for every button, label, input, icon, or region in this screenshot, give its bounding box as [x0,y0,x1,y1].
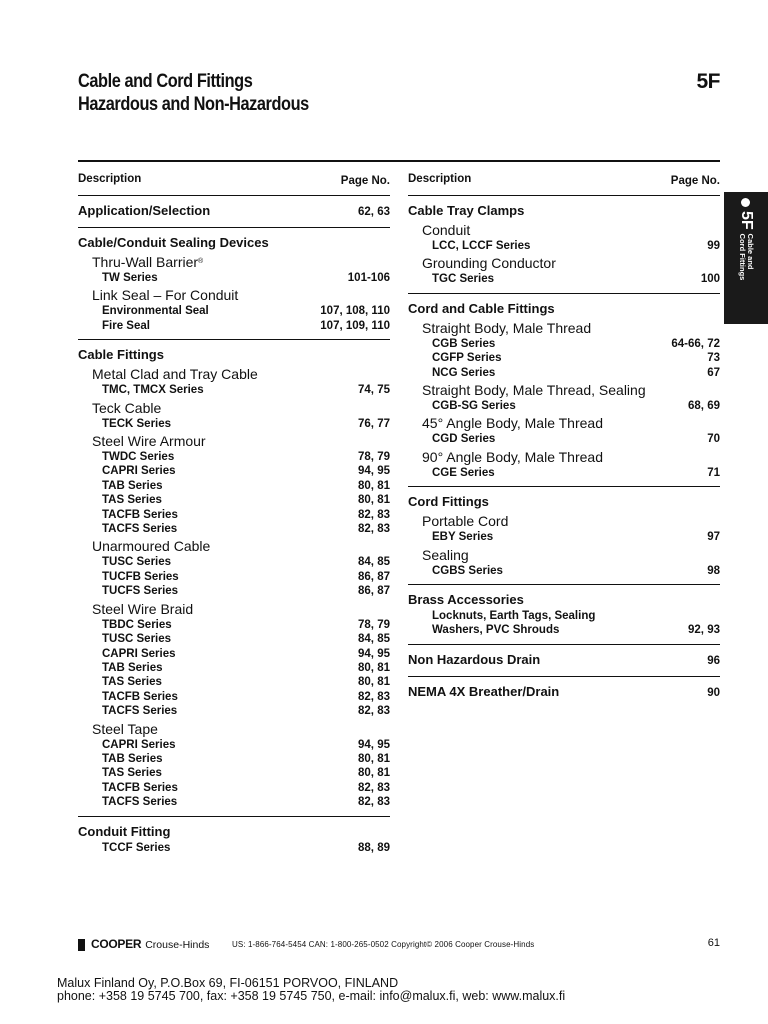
distributor-line-1: Malux Finland Oy, P.O.Box 69, FI-06151 PORVOO, FINLAND [57,976,399,990]
tab-label-line-2: Cord Fittings [738,233,747,281]
description-label: Description [408,172,472,185]
subheading [78,720,390,738]
section-heading[interactable] [78,823,390,841]
tab-dot-icon [742,198,751,207]
toc-section [78,817,390,861]
series-page: 82, 83 [358,781,390,794]
toc-section [408,487,720,585]
series-label: CGD Series [432,433,496,446]
section-heading[interactable] [408,683,720,702]
subheading-label: Sealing [422,546,469,563]
subheading [78,365,390,383]
subheading-label: Conduit [422,222,471,238]
series-label: CAPRI Series [102,647,176,660]
series-page: 71 [707,466,720,479]
subheading-label: Steel Wire Braid [92,600,194,617]
series-label: NCG Series [432,366,496,379]
series-page: 98 [707,564,720,577]
subheading-label: 90° Angle Body, Male Thread [422,448,603,465]
tab-label-line-1: Cable and [746,233,755,270]
series-label: TWDC Series [102,451,175,464]
series-label: TECK Series [102,417,172,430]
series-page: 78, 79 [358,451,390,464]
right-column-header [408,160,720,196]
series-row[interactable] [78,618,390,632]
series-label: TCCF Series [102,841,171,854]
series-row[interactable] [78,704,390,718]
series-page: 84, 85 [358,633,390,646]
series-row[interactable] [408,609,720,638]
section-heading-label: Cable Fittings [78,347,164,363]
series-label: Locknuts, Earth Tags, Sealing Washers, PVC Shrouds [432,610,596,637]
right-column [408,160,720,708]
toc-section [408,677,720,708]
series-row[interactable] [78,271,390,285]
section-tab[interactable] [724,192,768,324]
series-label: TMC, TMCX Series [102,384,204,397]
series-page: 92, 93 [688,624,720,637]
series-page: 86, 87 [358,570,390,583]
series-page: 88, 89 [358,841,390,854]
series-page: 68, 69 [688,400,720,413]
series-row[interactable] [78,675,390,689]
series-row[interactable] [78,319,390,333]
section-heading-label: Conduit Fitting [78,823,171,839]
series-page: 107, 108, 110 [320,305,390,318]
section-heading-label: Cord Fittings [408,494,489,510]
series-label: Fire Seal [102,319,150,332]
series-row[interactable] [408,530,720,544]
footer-contact: US: 1-866-764-5454 CAN: 1-800-265-0502 Copyright© 2006 Cooper Crouse-Hinds [232,940,535,949]
series-page: 78, 79 [358,618,390,631]
section-heading[interactable] [408,202,720,220]
section-heading-label: Cable Tray Clamps [408,203,525,218]
subheading [408,512,720,530]
subheading [78,253,390,271]
series-page: 100 [700,273,720,286]
series-label: TUSC Series [102,633,172,646]
series-row[interactable] [408,466,720,480]
right-column-body [408,196,720,708]
series-page: 82, 83 [358,796,390,809]
subheading [78,600,390,618]
series-row[interactable] [408,272,720,286]
section-heading[interactable] [78,234,390,252]
series-label: TACFB Series [102,690,178,703]
series-page: 82, 83 [358,690,390,703]
toc-section [408,294,720,487]
series-label: CAPRI Series [102,738,176,751]
series-row[interactable] [78,738,390,752]
section-heading-label: Cable/Conduit Sealing Devices [78,235,269,250]
series-page: 94, 95 [358,465,390,478]
section-heading[interactable] [408,591,720,609]
series-label: TUCFS Series [102,585,179,598]
section-code: 5F [696,70,720,93]
toc-section [408,645,720,677]
subheading-label: Steel Tape [92,720,158,737]
section-heading[interactable] [78,346,390,364]
series-page: 80, 81 [358,767,390,780]
series-label: TACFS Series [102,796,178,809]
subheading-label: Metal Clad and Tray Cable [92,366,258,383]
registered-mark: ® [198,258,204,265]
series-row[interactable] [78,522,390,536]
section-heading[interactable] [408,651,720,670]
section-heading-label: Application/Selection [78,203,211,218]
subheading [78,537,390,555]
toc-section [408,196,720,294]
series-row[interactable] [408,399,720,413]
tab-code: 5F [738,211,755,230]
series-label: Environmental Seal [102,305,209,318]
title-line-1: Cable and Cord Fittings [78,71,253,92]
title-line-2: Hazardous and Non-Hazardous [78,94,309,115]
series-label: CGB Series [432,337,496,350]
series-page: 70 [707,433,720,446]
series-row[interactable] [78,304,390,318]
subheading-label: Link Seal – For Conduit [92,287,239,304]
section-heading-label: Cord and Cable Fittings [408,300,555,316]
series-row[interactable] [408,564,720,578]
section-heading[interactable] [78,202,390,221]
left-column-body [78,196,390,861]
section-heading-label: Brass Accessories [408,592,524,608]
section-heading-page: 62, 63 [358,206,390,218]
series-page: 82, 83 [358,508,390,521]
section-heading-label: NEMA 4X Breather/Drain [408,683,560,699]
series-page: 80, 81 [358,676,390,689]
series-page: 94, 95 [358,738,390,751]
subheading [408,546,720,564]
brand-strong: COOPER [91,937,142,951]
series-page: 82, 83 [358,705,390,718]
page-number: 61 [707,937,720,949]
series-row[interactable] [78,766,390,780]
series-page: 107, 109, 110 [320,319,390,332]
series-page: 67 [707,366,720,379]
toc-section [408,585,720,645]
series-page: 74, 75 [358,384,390,397]
section-heading-page: 90 [707,686,720,699]
series-page: 80, 81 [358,494,390,507]
subheading-label: Straight Body, Male Thread, Sealing [422,382,646,399]
subheading [408,414,720,432]
series-row[interactable] [78,632,390,646]
series-row[interactable] [78,508,390,522]
distributor-line-2: phone: +358 19 5745 700, fax: +358 19 5745 750, e-mail: info@malux.fi, web: www.malux.fi [57,989,566,1003]
series-label: TAS Series [102,494,162,507]
series-row[interactable] [78,752,390,766]
toc-section [78,228,390,340]
series-label: TUCFB Series [102,570,179,583]
series-page: 86, 87 [358,585,390,598]
subheading-label: Thru-Wall Barrier [92,254,199,270]
series-label: CGE Series [432,466,495,479]
subheading [408,221,720,239]
description-label: Description [78,172,142,185]
series-label: TW Series [102,272,158,284]
page-no-label: Page No. [340,174,390,187]
series-row[interactable] [78,493,390,507]
series-label: TACFS Series [102,523,178,536]
cooper-logo-icon [78,939,85,951]
section-heading-page: 96 [707,654,720,667]
series-page: 80, 81 [358,479,390,492]
series-row[interactable] [408,432,720,446]
series-row[interactable] [78,647,390,661]
series-label: TAB Series [102,661,163,674]
subheading-label: Straight Body, Male Thread [422,319,592,336]
series-label: TAB Series [102,479,163,492]
series-row[interactable] [78,450,390,464]
brand-logo [78,937,209,951]
subheading [408,254,720,272]
series-label: TACFB Series [102,781,178,794]
subheading-label: 45° Angle Body, Male Thread [422,415,603,432]
brand-light: Crouse-Hinds [145,939,210,951]
series-label: CGBS Series [432,564,503,577]
distributor-info [57,977,565,1003]
subheading [408,381,720,399]
series-page: 84, 85 [358,556,390,569]
series-row[interactable] [78,383,390,397]
series-label: CGFP Series [432,352,502,365]
toc-section [78,196,390,228]
subheading-label: Portable Cord [422,513,509,530]
subheading [408,448,720,466]
series-label: CAPRI Series [102,465,176,478]
series-row[interactable] [78,464,390,478]
series-label: TAB Series [102,752,163,765]
tab-label [738,234,754,281]
section-heading-label: Non Hazardous Drain [408,651,541,667]
subheading-label: Grounding Conductor [422,255,556,272]
series-row[interactable] [78,555,390,569]
series-label: TBDC Series [102,618,172,631]
series-row[interactable] [78,584,390,598]
series-page: 80, 81 [358,752,390,765]
series-row[interactable] [408,351,720,365]
subheading [78,286,390,304]
series-row[interactable] [78,781,390,795]
series-page: 76, 77 [358,417,390,430]
subheading-label: Steel Wire Armour [92,433,206,450]
series-page: 97 [707,531,720,544]
series-page: 99 [707,240,720,252]
series-page: 80, 81 [358,661,390,674]
subheading [408,319,720,337]
page-no-label: Page No. [670,174,720,187]
series-label: TUSC Series [102,556,172,569]
series-row[interactable] [78,417,390,431]
page-title [78,70,309,116]
series-label: TAS Series [102,767,162,780]
left-column-header [78,160,390,196]
series-row[interactable] [78,661,390,675]
series-row[interactable] [78,795,390,809]
series-label: LCC, LCCF Series [432,240,531,252]
series-page: 73 [707,352,720,365]
subheading-label: Teck Cable [92,399,162,416]
series-page: 101-106 [347,272,390,284]
section-heading[interactable] [408,300,720,318]
series-page: 82, 83 [358,523,390,536]
series-row[interactable] [408,366,720,380]
series-row[interactable] [78,690,390,704]
series-row[interactable] [408,337,720,351]
series-label: EBY Series [432,531,494,544]
series-label: TAS Series [102,676,162,689]
subheading [78,432,390,450]
series-label: TACFB Series [102,508,178,521]
subheading [78,399,390,417]
series-page: 94, 95 [358,647,390,660]
series-row[interactable] [78,570,390,584]
series-page: 64-66, 72 [671,337,720,350]
left-column [78,160,390,861]
series-row[interactable] [408,239,720,253]
series-row[interactable] [78,841,390,855]
subheading-label: Unarmoured Cable [92,538,211,555]
series-label: TGC Series [432,273,494,286]
series-label: CGB-SG Series [432,400,516,413]
series-row[interactable] [78,479,390,493]
section-heading[interactable] [408,493,720,511]
series-label: TACFS Series [102,705,178,718]
toc-section [78,340,390,816]
